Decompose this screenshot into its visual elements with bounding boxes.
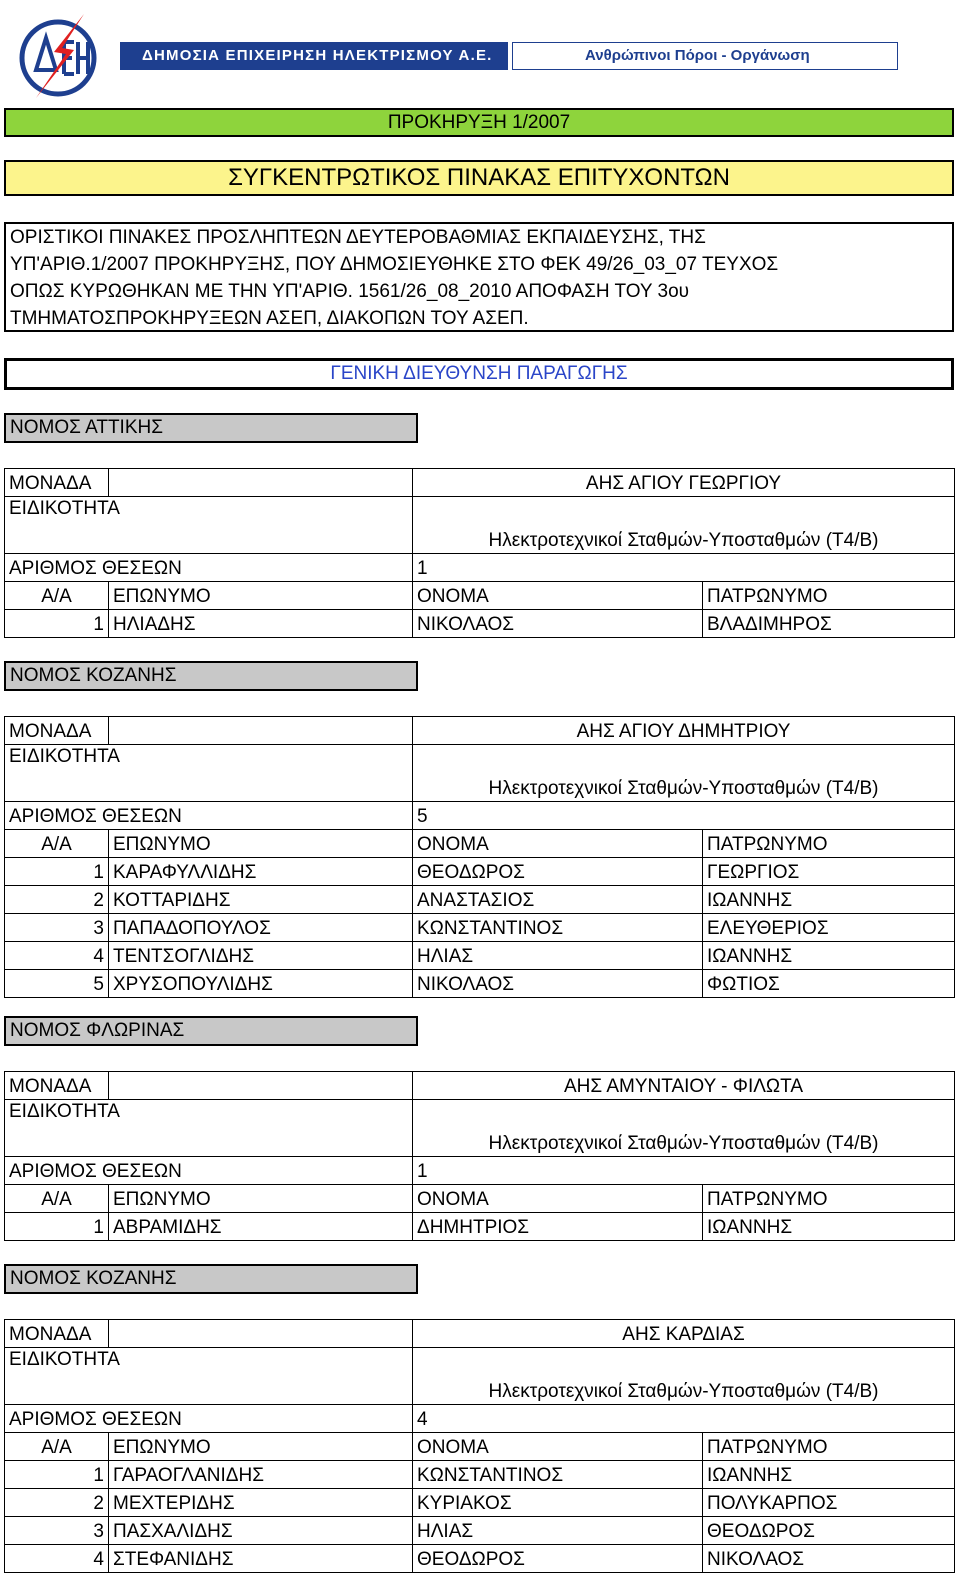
positions-label: ΑΡΙΘΜΟΣ ΘΕΣΕΩΝ: [5, 802, 413, 830]
row-number: 2: [5, 886, 109, 914]
specialty-row: [5, 497, 955, 554]
table-row: [5, 942, 955, 970]
positions-count: 1: [413, 554, 955, 582]
fathers-name-header: ΠΑΤΡΩΝΥΜΟ: [703, 830, 955, 858]
surname-cell: ΚΑΡΑΦΥΛΛΙΔΗΣ: [109, 858, 413, 886]
fathers-name-cell: ΙΩΑΝΝΗΣ: [703, 1461, 955, 1489]
company-banner: ΔΗΜΟΣΙΑ ΕΠΙΧΕΙΡΗΣΗ ΗΛΕΚΤΡΙΣΜΟΥ Α.Ε.: [120, 42, 508, 70]
specialty-label: ΕΙΔΙΚΟΤΗΤΑ: [5, 1348, 413, 1405]
intro-line: ΤΜΗΜΑΤΟΣΠΡΟΚΗΡΥΞΕΩΝ ΑΣΕΠ, ΔΙΑΚΟΠΩΝ ΤΟΥ ΑΣΕΠ.: [10, 308, 529, 329]
specialty-value: Ηλεκτροτεχνικοί Σταθμών-Υποσταθμών (Τ4/Β): [413, 1100, 955, 1157]
county-label: ΝΟΜΟΣ ΦΛΩΡΙΝΑΣ: [4, 1016, 418, 1046]
name-cell: ΚΩΝΣΤΑΝΤΙΝΟΣ: [413, 914, 703, 942]
name-header: ΟΝΟΜΑ: [413, 830, 703, 858]
surname-cell: ΓΑΡΑΟΓΛΑΝΙΔΗΣ: [109, 1461, 413, 1489]
specialty-value: Ηλεκτροτεχνικοί Σταθμών-Υποσταθμών (Τ4/Β): [413, 1348, 955, 1405]
surname-header: ΕΠΩΝΥΜΟ: [109, 830, 413, 858]
unit-value: ΑΗΣ ΑΓΙΟΥ ΓΕΩΡΓΙΟΥ: [413, 469, 955, 497]
name-cell: ΗΛΙΑΣ: [413, 942, 703, 970]
unit-value: ΑΗΣ ΚΑΡΔΙΑΣ: [413, 1320, 955, 1348]
name-cell: ΘΕΟΔΩΡΟΣ: [413, 858, 703, 886]
aa-header: Α/Α: [5, 1185, 109, 1213]
specialty-value: Ηλεκτροτεχνικοί Σταθμών-Υποσταθμών (Τ4/Β): [413, 497, 955, 554]
intro-line: ΟΡΙΣΤΙΚΟΙ ΠΙΝΑΚΕΣ ΠΡΟΣΛΗΠΤΕΩΝ ΔΕΥΤΕΡΟΒΑΘΜΙΑΣ ΕΚΠΑΙΔΕΥΣΗΣ, ΤΗΣ: [10, 227, 706, 248]
unit-label-spacer: [109, 717, 413, 745]
aa-header: Α/Α: [5, 1433, 109, 1461]
surname-header: ΕΠΩΝΥΜΟ: [109, 1185, 413, 1213]
surname-cell: ΗΛΙΑΔΗΣ: [109, 610, 413, 638]
unit-table: [4, 716, 955, 998]
fathers-name-cell: ΙΩΑΝΝΗΣ: [703, 886, 955, 914]
positions-label: ΑΡΙΘΜΟΣ ΘΕΣΕΩΝ: [5, 1405, 413, 1433]
positions-label: ΑΡΙΘΜΟΣ ΘΕΣΕΩΝ: [5, 1157, 413, 1185]
positions-row: [5, 802, 955, 830]
specialty-value: Ηλεκτροτεχνικοί Σταθμών-Υποσταθμών (Τ4/Β): [413, 745, 955, 802]
positions-label: ΑΡΙΘΜΟΣ ΘΕΣΕΩΝ: [5, 554, 413, 582]
surname-cell: ΠΑΠΑΔΟΠΟΥΛΟΣ: [109, 914, 413, 942]
row-number: 4: [5, 942, 109, 970]
unit-row: [5, 1072, 955, 1100]
name-cell: ΗΛΙΑΣ: [413, 1517, 703, 1545]
row-number: 4: [5, 1545, 109, 1573]
fathers-name-cell: ΙΩΑΝΝΗΣ: [703, 1213, 955, 1241]
intro-line: ΥΠ'ΑΡΙΘ.1/2007 ΠΡΟΚΗΡΥΞΗΣ, ΠΟΥ ΔΗΜΟΣΙΕΥΘΗΚΕ ΣΤΟ ΦΕΚ 49/26_03_07 ΤΕΥΧΟΣ: [10, 254, 779, 275]
name-cell: ΝΙΚΟΛΑΟΣ: [413, 610, 703, 638]
unit-label-spacer: [109, 469, 413, 497]
table-row: [5, 1213, 955, 1241]
row-number: 5: [5, 970, 109, 998]
row-number: 1: [5, 610, 109, 638]
unit-value: ΑΗΣ ΑΓΙΟΥ ΔΗΜΗΤΡΙΟΥ: [413, 717, 955, 745]
row-number: 2: [5, 1489, 109, 1517]
specialty-row: [5, 1348, 955, 1405]
positions-row: [5, 1405, 955, 1433]
summary-table-title: ΣΥΓΚΕΝΤΡΩΤΙΚΟΣ ΠΙΝΑΚΑΣ ΕΠΙΤΥΧΟΝΤΩΝ: [4, 160, 954, 196]
fathers-name-cell: ΘΕΟΔΩΡΟΣ: [703, 1517, 955, 1545]
table-row: [5, 858, 955, 886]
row-number: 1: [5, 1461, 109, 1489]
unit-label: ΜΟΝΑΔΑ: [5, 1072, 109, 1100]
fathers-name-cell: ΓΕΩΡΓΙΟΣ: [703, 858, 955, 886]
row-number: 3: [5, 1517, 109, 1545]
specialty-label: ΕΙΔΙΚΟΤΗΤΑ: [5, 1100, 413, 1157]
unit-row: [5, 1320, 955, 1348]
name-cell: ΝΙΚΟΛΑΟΣ: [413, 970, 703, 998]
county-label: ΝΟΜΟΣ ΚΟΖΑΝΗΣ: [4, 661, 418, 691]
column-header-row: [5, 582, 955, 610]
intro-line: ΟΠΩΣ ΚΥΡΩΘΗΚΑΝ ΜΕ ΤΗΝ ΥΠ'ΑΡΙΘ. 1561/26_08_2010 ΑΠΟΦΑΣΗ ΤΟΥ 3ου: [10, 281, 690, 302]
unit-table: [4, 1319, 955, 1573]
name-cell: ΚΩΝΣΤΑΝΤΙΝΟΣ: [413, 1461, 703, 1489]
surname-cell: ΑΒΡΑΜΙΔΗΣ: [109, 1213, 413, 1241]
table-row: [5, 1517, 955, 1545]
row-number: 3: [5, 914, 109, 942]
positions-count: 1: [413, 1157, 955, 1185]
department-banner: Ανθρώπινοι Πόροι - Οργάνωση: [512, 42, 898, 70]
intro-text: [4, 222, 954, 332]
table-row: [5, 914, 955, 942]
surname-cell: ΧΡΥΣΟΠΟΥΛΙΔΗΣ: [109, 970, 413, 998]
name-header: ΟΝΟΜΑ: [413, 1433, 703, 1461]
fathers-name-cell: ΒΛΑΔΙΜΗΡΟΣ: [703, 610, 955, 638]
aa-header: Α/Α: [5, 830, 109, 858]
positions-count: 5: [413, 802, 955, 830]
specialty-row: [5, 745, 955, 802]
general-direction-heading: ΓΕΝΙΚΗ ΔΙΕΥΘΥΝΣΗ ΠΑΡΑΓΩΓΗΣ: [4, 358, 954, 390]
aa-header: Α/Α: [5, 582, 109, 610]
fathers-name-cell: ΠΟΛΥΚΑΡΠΟΣ: [703, 1489, 955, 1517]
name-header: ΟΝΟΜΑ: [413, 1185, 703, 1213]
name-header: ΟΝΟΜΑ: [413, 582, 703, 610]
fathers-name-header: ΠΑΤΡΩΝΥΜΟ: [703, 1185, 955, 1213]
unit-table: [4, 468, 955, 638]
specialty-row: [5, 1100, 955, 1157]
specialty-label: ΕΙΔΙΚΟΤΗΤΑ: [5, 497, 413, 554]
unit-value: ΑΗΣ ΑΜΥΝΤΑΙΟΥ - ΦΙΛΩΤΑ: [413, 1072, 955, 1100]
fathers-name-cell: ΙΩΑΝΝΗΣ: [703, 942, 955, 970]
fathers-name-header: ΠΑΤΡΩΝΥΜΟ: [703, 1433, 955, 1461]
name-cell: ΘΕΟΔΩΡΟΣ: [413, 1545, 703, 1573]
table-row: [5, 1489, 955, 1517]
unit-table: [4, 1071, 955, 1241]
fathers-name-cell: ΦΩΤΙΟΣ: [703, 970, 955, 998]
positions-row: [5, 554, 955, 582]
positions-count: 4: [413, 1405, 955, 1433]
name-cell: ΚΥΡΙΑΚΟΣ: [413, 1489, 703, 1517]
name-cell: ΔΗΜΗΤΡΙΟΣ: [413, 1213, 703, 1241]
unit-label: ΜΟΝΑΔΑ: [5, 1320, 109, 1348]
column-header-row: [5, 1433, 955, 1461]
table-row: [5, 1461, 955, 1489]
surname-cell: ΣΤΕΦΑΝΙΔΗΣ: [109, 1545, 413, 1573]
table-row: [5, 886, 955, 914]
table-row: [5, 1545, 955, 1573]
surname-cell: ΜΕΧΤΕΡΙΔΗΣ: [109, 1489, 413, 1517]
surname-cell: ΚΟΤΤΑΡΙΔΗΣ: [109, 886, 413, 914]
county-label: ΝΟΜΟΣ ΑΤΤΙΚΗΣ: [4, 413, 418, 443]
row-number: 1: [5, 1213, 109, 1241]
unit-label: ΜΟΝΑΔΑ: [5, 469, 109, 497]
name-cell: ΑΝΑΣΤΑΣΙΟΣ: [413, 886, 703, 914]
surname-header: ΕΠΩΝΥΜΟ: [109, 582, 413, 610]
surname-cell: ΤΕΝΤΣΟΓΛΙΔΗΣ: [109, 942, 413, 970]
unit-label-spacer: [109, 1320, 413, 1348]
specialty-label: ΕΙΔΙΚΟΤΗΤΑ: [5, 745, 413, 802]
unit-row: [5, 469, 955, 497]
unit-label-spacer: [109, 1072, 413, 1100]
positions-row: [5, 1157, 955, 1185]
fathers-name-cell: ΕΛΕΥΘΕΡΙΟΣ: [703, 914, 955, 942]
row-number: 1: [5, 858, 109, 886]
fathers-name-header: ΠΑΤΡΩΝΥΜΟ: [703, 582, 955, 610]
column-header-row: [5, 1185, 955, 1213]
unit-row: [5, 717, 955, 745]
table-row: [5, 970, 955, 998]
deh-logo: [14, 8, 104, 104]
unit-label: ΜΟΝΑΔΑ: [5, 717, 109, 745]
proclamation-title: ΠΡΟΚΗΡΥΞΗ 1/2007: [4, 108, 954, 137]
county-label: ΝΟΜΟΣ ΚΟΖΑΝΗΣ: [4, 1264, 418, 1294]
surname-header: ΕΠΩΝΥΜΟ: [109, 1433, 413, 1461]
fathers-name-cell: ΝΙΚΟΛΑΟΣ: [703, 1545, 955, 1573]
table-row: [5, 610, 955, 638]
surname-cell: ΠΑΣΧΑΛΙΔΗΣ: [109, 1517, 413, 1545]
column-header-row: [5, 830, 955, 858]
